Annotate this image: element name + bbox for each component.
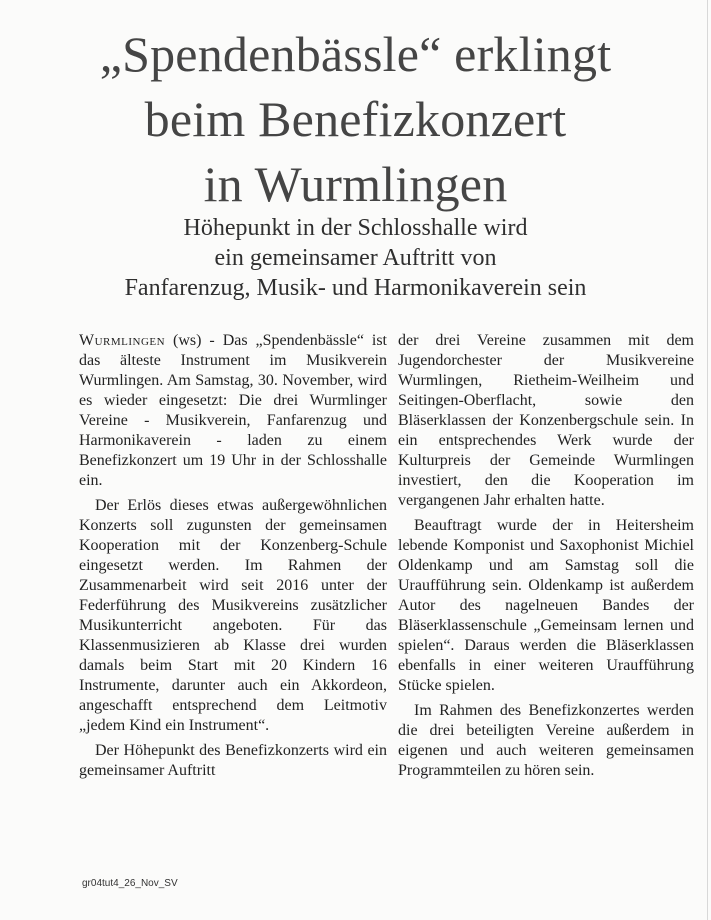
body-paragraph-continued: Der Höhepunkt des Benefizkonzerts wird ein gemeinsamer Auftritt	[79, 742, 387, 779]
clipping-code: gr04tut4_26_Nov_SV	[82, 878, 178, 889]
lead-paragraph	[79, 331, 387, 491]
lead-text: (ws) - Das „Spendenbässle“ ist das älteste Instrument im Musikverein Wurmlingen. Am Samstag, 30. November, wird es wieder eingesetzt: Die drei Wurmlinger Vereine - Musikverein, Fanfarenzug und Harmonikaverein - laden zu einem Benefizkonzert um 19 Uhr in der Schlosshalle ein.	[79, 332, 387, 489]
body-paragraph: Beauftragt wurde der in Heitersheim lebende Komponist und Saxophonist Michiel Oldenkamp und am Samstag soll die Uraufführung sein. Oldenkamp ist außerdem Autor des nagelneuen Bandes der Bläserklassenschule „Gemeinsam lernen und spielen“. Daraus werden die Bläserklassen ebenfalls in einer weiteren Uraufführung Stücke spielen.	[398, 517, 694, 694]
subheadline-line-1: Höhepunkt in der Schlosshalle wird	[183, 215, 528, 241]
scan-edge-divider	[707, 0, 708, 920]
headline-line-1: „Spendenbässle“ erklingt	[99, 26, 612, 82]
article-headline	[0, 22, 711, 217]
headline-line-3: in Wurmlingen	[203, 156, 508, 212]
subheadline-line-2: ein gemeinsamer Auftritt von	[214, 245, 497, 271]
body-paragraph-continuation: der drei Vereine zusammen mit dem Jugendorchester der Musikvereine Wurmlingen, Rietheim-Weilheim und Seitingen-Oberflacht, sowie den Bläserklassen der Konzenbergschule sein. In ein entsprechendes Werk wurde der Kulturpreis der Gemeinde Wurmlingen investiert, den die Kooperation im vergangenen Jahr erhalten hatte.	[398, 332, 694, 509]
article-subheadline	[0, 213, 711, 303]
dateline: Wurmlingen	[79, 332, 166, 349]
headline-line-2: beim Benefizkonzert	[144, 91, 567, 147]
article-column-left	[79, 331, 387, 781]
subheadline-line-3: Fanfarenzug, Musik- und Harmonikaverein sein	[124, 275, 587, 301]
body-paragraph: Der Erlös dieses etwas außergewöhnlichen Konzerts soll zugunsten der gemeinsamen Kooperation mit der Konzenberg-Schule eingesetzt werden. Im Rahmen der Zusammenarbeit wird seit 2016 unter der Federführung des Musikvereins zusätzlicher Musikunterricht angeboten. Für das Klassenmusizieren ab Klasse drei wurden damals beim Start mit 20 Kindern 16 Instrumente, darunter auch ein Akkordeon, angeschafft entsprechend dem Leitmotiv „jedem Kind ein Instrument“.	[79, 497, 387, 734]
body-paragraph-closing: Im Rahmen des Benefizkonzertes werden die drei beteiligten Vereine außerdem in eigenen und auch weiteren gemeinsamen Programmteilen zu hören sein.	[398, 702, 694, 779]
article-column-right	[398, 331, 694, 781]
